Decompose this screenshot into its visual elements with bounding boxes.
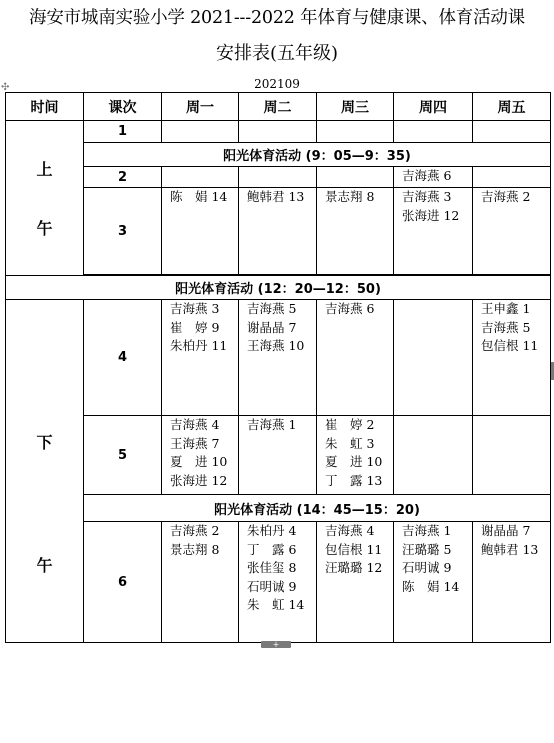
teacher-entry: 吉海燕 1 xyxy=(247,417,297,432)
teacher-entry: 崔 婷 2 xyxy=(325,417,375,432)
schedule-cell xyxy=(394,188,473,274)
teacher-entry: 鲍韩君 13 xyxy=(481,541,539,557)
teacher-entry: 张海进 12 xyxy=(170,472,228,488)
teacher-entry: 朱柏丹 11 xyxy=(170,338,228,353)
lesson-number: 6 xyxy=(84,522,162,643)
teacher-entry: 吉海燕 6 xyxy=(325,301,375,316)
teacher-entry: 吉海燕 3 xyxy=(170,301,220,316)
teacher-entry: 王海燕 10 xyxy=(247,338,305,353)
table-row xyxy=(6,142,551,167)
schedule-cell xyxy=(473,416,551,495)
teacher-entry: 吉海燕 4 xyxy=(170,417,220,432)
schedule-cell xyxy=(239,522,317,643)
period-afternoon xyxy=(6,300,84,643)
activity-band: 阳光体育活动 (12：20—12：50) xyxy=(6,276,551,300)
teacher-entry: 吉海燕 5 xyxy=(247,301,297,316)
activity-band: 阳光体育活动 (14：45—15：20) xyxy=(84,495,551,522)
schedule-cell xyxy=(317,522,394,643)
lesson-number: 2 xyxy=(84,167,162,188)
schedule-cell xyxy=(317,188,394,274)
lesson-number: 5 xyxy=(84,416,162,495)
table-row xyxy=(6,276,551,300)
schedule-cell xyxy=(317,167,394,188)
teacher-entry: 吉海燕 2 xyxy=(481,189,531,205)
teacher-entry: 张佳玺 8 xyxy=(247,560,297,575)
teacher-entry: 朱 虹 14 xyxy=(247,597,305,612)
teacher-entry: 朱柏丹 4 xyxy=(247,523,297,538)
teacher-entry: 鲍韩君 13 xyxy=(247,189,305,205)
period-label: 下 xyxy=(36,433,53,452)
schedule-cell xyxy=(162,188,239,274)
schedule-cell xyxy=(394,416,473,495)
teacher-entry: 景志翔 8 xyxy=(325,189,375,205)
lesson-number: 4 xyxy=(84,300,162,416)
header-row xyxy=(6,93,551,121)
table-row xyxy=(6,167,551,188)
table-row xyxy=(6,121,551,143)
teacher-entry: 谢晶晶 7 xyxy=(481,523,531,538)
schedule-cell xyxy=(162,522,239,643)
schedule-table xyxy=(5,92,551,643)
table-row xyxy=(6,416,551,495)
header-wed: 周三 xyxy=(317,93,394,121)
schedule-cell xyxy=(394,522,473,643)
teacher-entry: 王申鑫 1 xyxy=(481,301,531,316)
teacher-entry: 包信根 11 xyxy=(481,338,539,353)
table-row xyxy=(6,188,551,274)
resize-handle-icon[interactable]: ✣ xyxy=(1,82,10,93)
teacher-entry: 朱 虹 3 xyxy=(325,435,375,451)
teacher-entry: 吉海燕 4 xyxy=(325,523,375,538)
header-tue: 周二 xyxy=(239,93,317,121)
activity-band: 阳光体育活动 (9：05—9：35) xyxy=(84,142,551,167)
schedule-cell xyxy=(239,416,317,495)
header-thu: 周四 xyxy=(394,93,473,121)
table-row xyxy=(6,300,551,416)
teacher-entry: 景志翔 8 xyxy=(170,541,220,557)
teacher-entry: 崔 婷 9 xyxy=(170,319,220,335)
teacher-entry: 陈 娟 14 xyxy=(402,578,460,594)
lesson-number: 3 xyxy=(84,188,162,274)
add-row-button[interactable]: + xyxy=(261,641,291,648)
schedule-cell xyxy=(239,300,317,416)
table-row xyxy=(6,495,551,522)
schedule-cell xyxy=(239,121,317,143)
teacher-entry: 张海进 12 xyxy=(402,207,460,223)
teacher-entry: 谢晶晶 7 xyxy=(247,319,297,335)
schedule-cell xyxy=(317,416,394,495)
period-label: 上 xyxy=(36,160,53,179)
schedule-cell xyxy=(162,167,239,188)
teacher-entry: 石明诚 9 xyxy=(247,578,297,594)
header-lesson: 课次 xyxy=(84,93,162,121)
teacher-entry: 吉海燕 2 xyxy=(170,523,220,538)
schedule-cell xyxy=(239,167,317,188)
header-mon: 周一 xyxy=(162,93,239,121)
teacher-entry: 丁 露 13 xyxy=(325,472,383,488)
teacher-entry: 夏 进 10 xyxy=(325,454,383,469)
schedule-cell xyxy=(473,188,551,274)
schedule-cell xyxy=(394,300,473,416)
teacher-entry: 王海燕 7 xyxy=(170,435,220,451)
teacher-entry: 吉海燕 5 xyxy=(481,319,531,335)
schedule-cell xyxy=(394,121,473,143)
lesson-number: 1 xyxy=(84,121,162,143)
period-morning xyxy=(6,121,84,276)
teacher-entry: 吉海燕 1 xyxy=(402,523,452,538)
period-label: 午 xyxy=(36,219,53,238)
schedule-cell xyxy=(473,300,551,416)
schedule-cell xyxy=(317,300,394,416)
header-fri: 周五 xyxy=(473,93,551,121)
schedule-cell xyxy=(473,167,551,188)
teacher-entry: 陈 娟 14 xyxy=(170,189,228,205)
document-title-grade: 安排表(五年级) xyxy=(215,43,339,64)
table-row xyxy=(6,522,551,643)
teacher-entry: 吉海燕 3 xyxy=(402,189,452,205)
period-label: 午 xyxy=(36,556,53,575)
document-title: 海安市城南实验小学 2021---2022 年体育与健康课、体育活动课 xyxy=(29,8,525,28)
header-time: 时间 xyxy=(6,93,84,121)
document-date-code: 202109 xyxy=(254,77,300,91)
schedule-cell xyxy=(162,416,239,495)
schedule-cell xyxy=(162,121,239,143)
schedule-cell xyxy=(162,300,239,416)
teacher-entry: 吉海燕 6 xyxy=(402,168,452,184)
teacher-entry: 丁 露 6 xyxy=(247,541,297,557)
schedule-cell xyxy=(473,522,551,643)
teacher-entry: 石明诚 9 xyxy=(402,560,452,575)
teacher-entry: 汪璐璐 5 xyxy=(402,541,452,557)
schedule-cell xyxy=(394,167,473,188)
schedule-cell xyxy=(239,188,317,274)
teacher-entry: 汪璐璐 12 xyxy=(325,560,383,575)
schedule-cell xyxy=(317,121,394,143)
schedule-cell xyxy=(473,121,551,143)
teacher-entry: 包信根 11 xyxy=(325,541,383,557)
teacher-entry: 夏 进 10 xyxy=(170,454,228,469)
